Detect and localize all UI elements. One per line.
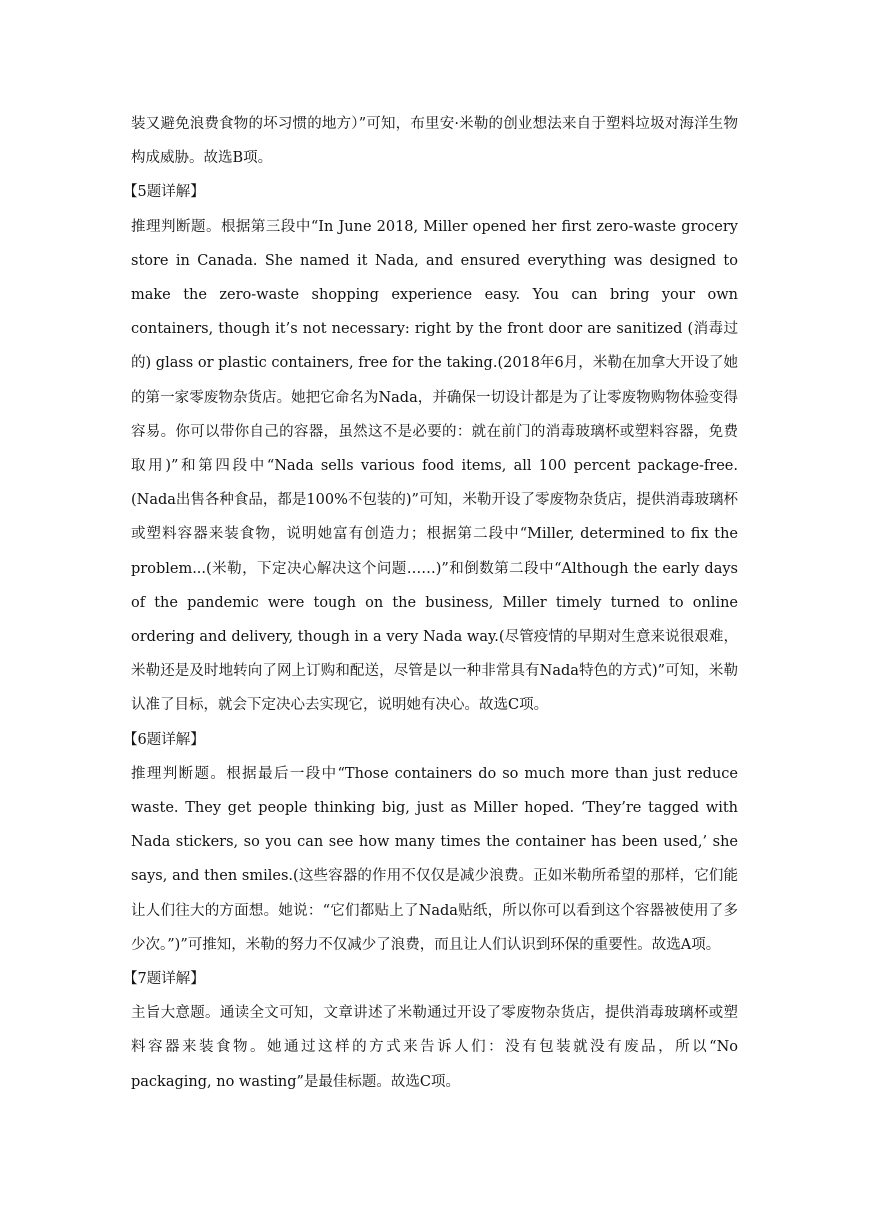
- question-6-heading: 【6题详解】: [123, 731, 205, 748]
- answer-explanation-4-ending: 装又避免浪费食物的坏习惯的地方）”可知，布里安·米勒的创业想法来自于塑料垃圾对海洋生物构成威胁。故选B项。: [131, 116, 738, 167]
- question-7-heading: 【7题详解】: [123, 971, 205, 988]
- question-6-explanation: 推理判断题。根据最后一段中“Those containers do so much more than just reduce waste. They get people thinking big, just as Miller hoped. ‘They’re tagged with Nada stickers, so you can see how many times the container has been used,’ she says, and then smiles.(这些容器的作用不仅仅是减少浪费。正如米勒所希望的那样，它们能让人们往大的方面想。她说：“它们都贴上了Nada贴纸，所以你可以看到这个容器被使用了多少次。”)”可推知，米勒的努力不仅减少了浪费，而且让人们认识到环保的重要性。故选A项。: [131, 765, 738, 953]
- question-5-heading: 【5题详解】: [123, 184, 205, 201]
- question-5-explanation: 推理判断题。根据第三段中“In June 2018, Miller opened her first zero-waste grocery store in Canada. She named it Nada, and ensured everything was designed to make the zero-waste shopping experience easy. You can bring your own containers, though it’s not necessary: right by the front door are sanitized (消毒过的) glass or plastic containers, free for the taking.(2018年6月，米勒在加拿大开设了她的第一家零废物杂货店。她把它命名为Nada，并确保一切设计都是为了让零废物购物体验变得容易。你可以带你自己的容器，虽然这不是必要的：就在前门的消毒玻璃杯或塑料容器，免费取用)”和第四段中“Nada sells various food items, all 100 percent package-free.(Nada出售各种食品，都是100%不包装的)”可知，米勒开设了零废物杂货店，提供消毒玻璃杯或塑料容器来装食物，说明她富有创造力；根据第二段中“Miller, determined to fix the problem...(米勒，下定决心解决这个问题……)”和倒数第二段中“Although the early days of the pandemic were tough on the business, Miller timely turned to online ordering and delivery, though in a very Nada way.(尽管疫情的早期对生意来说很艰难，米勒还是及时地转向了网上订购和配送，尽管是以一种非常具有Nada特色的方式)”可知，米勒认准了目标，就会下定决心去实现它，说明她有决心。故选C项。: [131, 218, 738, 714]
- question-7-explanation: 主旨大意题。通读全文可知，文章讲述了米勒通过开设了零废物杂货店，提供消毒玻璃杯或塑料容器来装食物。她通过这样的方式来告诉人们：没有包装就没有废品，所以“No packaging, no wasting”是最佳标题。故选C项。: [131, 1005, 738, 1090]
- document-page: [123, 107, 738, 1099]
